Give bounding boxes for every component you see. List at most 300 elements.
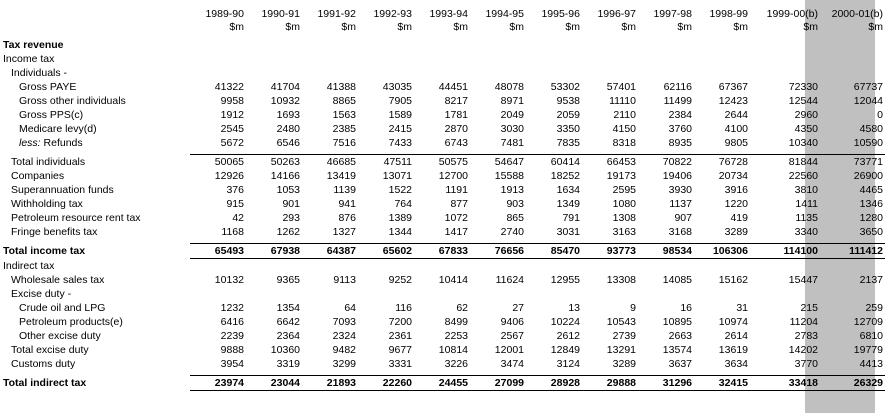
value-cell: 2384: [668, 109, 692, 121]
value-cell: 65602: [358, 244, 414, 259]
value-cell: 19406: [662, 170, 692, 182]
value-cell: [638, 287, 694, 301]
value-cell: 1262: [276, 226, 300, 238]
row-label: [0, 155, 190, 170]
value-cell: 64387: [302, 244, 358, 259]
value-cell: 67737: [853, 81, 883, 93]
column-header-year: 1994-95: [485, 8, 524, 20]
value-cell: [414, 287, 470, 301]
value-cell: 3299: [332, 358, 356, 370]
value-cell: 1349: [556, 198, 580, 210]
value-cell: [582, 259, 638, 274]
table-header: [0, 8, 885, 38]
value-cell: [414, 259, 470, 274]
value-cell: 915: [226, 198, 244, 210]
row-label-text: Companies: [11, 170, 65, 182]
value-cell: 12709: [853, 316, 883, 328]
value-cell: 12926: [214, 170, 244, 182]
value-cell: 41704: [270, 81, 300, 93]
value-cell: 22260: [358, 376, 414, 391]
value-cell: 33418: [750, 376, 820, 391]
value-cell: 12544: [788, 95, 818, 107]
value-cell: 24455: [414, 376, 470, 391]
value-cell: [302, 287, 358, 301]
value-cell: 1522: [388, 184, 412, 196]
table-row: [0, 376, 885, 391]
value-cell: 8935: [668, 137, 692, 149]
row-label-text: Excise duty -: [11, 288, 72, 300]
table-row: [0, 211, 885, 225]
row-label-prefix: less:: [19, 137, 41, 149]
value-cell: 50263: [246, 155, 302, 170]
row-label-text: Individuals -: [11, 67, 68, 79]
value-cell: 11499: [663, 95, 692, 107]
value-cell: 28928: [526, 376, 582, 391]
table-row: [0, 244, 885, 259]
value-cell: 2612: [556, 330, 580, 342]
value-cell: 4150: [612, 123, 636, 135]
value-cell: 85470: [526, 244, 582, 259]
value-cell: 1191: [445, 184, 468, 196]
value-cell: 376: [226, 184, 244, 196]
column-header-year: 1990-91: [261, 8, 300, 20]
value-cell: 76656: [470, 244, 526, 259]
value-cell: 3030: [500, 123, 524, 135]
value-cell: 2049: [500, 109, 524, 121]
value-cell: [694, 66, 750, 80]
table-body: [0, 38, 885, 391]
value-cell: [820, 38, 885, 52]
value-cell: [470, 259, 526, 274]
value-cell: [526, 52, 582, 66]
column-header-unit: $m: [733, 21, 748, 33]
value-cell: 15447: [788, 274, 818, 286]
value-cell: 3650: [859, 226, 883, 238]
table-row: [0, 225, 885, 239]
value-cell: 10895: [662, 316, 692, 328]
value-cell: 67833: [414, 244, 470, 259]
value-cell: [694, 38, 750, 52]
table-row: [0, 315, 885, 329]
value-cell: 2385: [332, 123, 356, 135]
value-cell: 7905: [388, 95, 412, 107]
value-cell: [414, 52, 470, 66]
value-cell: 14202: [788, 344, 818, 356]
value-cell: [470, 66, 526, 80]
value-cell: 3350: [556, 123, 580, 135]
value-cell: 1232: [220, 302, 244, 314]
row-label: [0, 80, 190, 94]
value-cell: 1346: [859, 198, 883, 210]
column-header-year: 1991-92: [317, 8, 356, 20]
value-cell: 7516: [332, 137, 356, 149]
value-cell: 1080: [612, 198, 636, 210]
value-cell: 93773: [582, 244, 638, 259]
value-cell: 9958: [220, 95, 244, 107]
value-cell: [190, 52, 246, 66]
value-cell: 47511: [358, 155, 414, 170]
value-cell: 1308: [612, 212, 636, 224]
value-cell: 73771: [820, 155, 885, 170]
value-cell: [638, 52, 694, 66]
value-cell: 3124: [556, 358, 580, 370]
table-row: [0, 94, 885, 108]
value-cell: [526, 38, 582, 52]
column-header-unit: $m: [868, 21, 883, 33]
value-cell: 18252: [550, 170, 580, 182]
value-cell: 12849: [550, 344, 580, 356]
column-header-year: 1999-00(b): [766, 8, 818, 20]
value-cell: 10414: [438, 274, 468, 286]
value-cell: 23044: [246, 376, 302, 391]
value-cell: 13071: [382, 170, 412, 182]
value-cell: 70822: [638, 155, 694, 170]
value-cell: 19173: [606, 170, 636, 182]
value-cell: 1139: [333, 184, 356, 196]
tax-revenue-table: [0, 8, 885, 391]
row-label: [0, 259, 190, 274]
value-cell: 31: [736, 302, 748, 314]
value-cell: 2960: [794, 109, 818, 121]
value-cell: 32415: [694, 376, 750, 391]
value-cell: [582, 66, 638, 80]
value-cell: 2253: [444, 330, 468, 342]
table-row: [0, 329, 885, 343]
value-cell: 10932: [270, 95, 300, 107]
header-years-row: [0, 8, 885, 21]
value-cell: 865: [506, 212, 524, 224]
value-cell: 6743: [444, 137, 468, 149]
value-cell: 1344: [388, 226, 412, 238]
value-cell: 8971: [500, 95, 524, 107]
value-cell: 2663: [668, 330, 692, 342]
table-row: [0, 273, 885, 287]
value-cell: 14166: [270, 170, 300, 182]
value-cell: 50575: [414, 155, 470, 170]
row-label-text: Total excise duty: [11, 344, 89, 356]
value-cell: [750, 259, 820, 274]
table-row: [0, 183, 885, 197]
value-cell: 10974: [718, 316, 748, 328]
value-cell: [358, 259, 414, 274]
value-cell: 57401: [606, 81, 636, 93]
value-cell: 9677: [388, 344, 412, 356]
value-cell: 3637: [668, 358, 692, 370]
value-cell: [246, 66, 302, 80]
value-cell: [582, 52, 638, 66]
value-cell: 3031: [556, 226, 580, 238]
value-cell: 3168: [668, 226, 692, 238]
value-cell: 3760: [668, 123, 692, 135]
row-label-text: Fringe benefits tax: [11, 226, 98, 238]
value-cell: 23974: [190, 376, 246, 391]
value-cell: [694, 287, 750, 301]
value-cell: 41322: [214, 81, 244, 93]
value-cell: 12700: [438, 170, 468, 182]
value-cell: 7433: [388, 137, 412, 149]
table-row: [0, 357, 885, 371]
value-cell: 64: [344, 302, 356, 314]
value-cell: 53302: [550, 81, 580, 93]
value-cell: 3340: [794, 226, 818, 238]
value-cell: 22560: [788, 170, 818, 182]
value-cell: 5672: [220, 137, 244, 149]
value-cell: 13574: [662, 344, 692, 356]
value-cell: 3634: [724, 358, 748, 370]
column-header-year: 1989-90: [205, 8, 244, 20]
value-cell: [750, 66, 820, 80]
value-cell: 13: [568, 302, 580, 314]
value-cell: [582, 38, 638, 52]
row-label-text: Income tax: [3, 53, 55, 65]
header-units-row: [0, 21, 885, 34]
value-cell: [190, 287, 246, 301]
value-cell: 9: [630, 302, 636, 314]
row-label-text: Total individuals: [11, 155, 86, 168]
value-cell: 65493: [190, 244, 246, 259]
value-cell: 46685: [302, 155, 358, 170]
value-cell: 50065: [190, 155, 246, 170]
row-label-text: Crude oil and LPG: [19, 302, 106, 314]
value-cell: [526, 287, 582, 301]
value-cell: 1693: [276, 109, 300, 121]
value-cell: 1220: [724, 198, 748, 210]
value-cell: 67367: [718, 81, 748, 93]
value-cell: 2137: [859, 274, 883, 286]
value-cell: 15588: [494, 170, 524, 182]
table-row: [0, 287, 885, 301]
table-row: [0, 301, 885, 315]
value-cell: 1563: [332, 109, 356, 121]
value-cell: 9252: [388, 274, 412, 286]
value-cell: [358, 66, 414, 80]
value-cell: [582, 287, 638, 301]
table-row: [0, 169, 885, 183]
row-label-text: Medicare levy(d): [19, 123, 97, 135]
value-cell: 4465: [859, 184, 883, 196]
value-cell: 215: [800, 302, 818, 314]
row-label: [0, 273, 190, 287]
value-cell: 1327: [332, 226, 356, 238]
value-cell: 3916: [724, 184, 748, 196]
value-cell: 1781: [444, 109, 468, 121]
value-cell: 3810: [794, 184, 818, 196]
table-row: [0, 52, 885, 66]
row-label-text: Total income tax: [3, 245, 86, 257]
row-label-text: Gross other individuals: [19, 95, 126, 107]
value-cell: 3331: [388, 358, 412, 370]
value-cell: 14085: [662, 274, 692, 286]
value-cell: 11204: [789, 316, 818, 328]
value-cell: 3289: [612, 358, 636, 370]
value-cell: 19779: [853, 344, 883, 356]
row-label-text: Gross PPS(c): [19, 109, 84, 121]
value-cell: 1135: [795, 212, 818, 224]
value-cell: 941: [338, 198, 356, 210]
value-cell: 2783: [794, 330, 818, 342]
value-cell: [750, 38, 820, 52]
table-row: [0, 136, 885, 150]
value-cell: 62116: [663, 81, 692, 93]
column-header-unit: $m: [621, 21, 636, 33]
value-cell: [358, 38, 414, 52]
row-label: [0, 287, 190, 301]
value-cell: 21893: [302, 376, 358, 391]
value-cell: [694, 52, 750, 66]
value-cell: 2644: [724, 109, 748, 121]
row-label: [0, 183, 190, 197]
value-cell: 67938: [246, 244, 302, 259]
value-cell: 6810: [859, 330, 883, 342]
value-cell: [246, 259, 302, 274]
value-cell: 111412: [820, 244, 885, 259]
value-cell: 1168: [221, 226, 244, 238]
value-cell: 98534: [638, 244, 694, 259]
value-cell: [526, 66, 582, 80]
value-cell: 3954: [220, 358, 244, 370]
value-cell: 3163: [612, 226, 636, 238]
value-cell: 9888: [220, 344, 244, 356]
row-label-text: Gross PAYE: [19, 81, 77, 93]
value-cell: 6546: [276, 137, 300, 149]
value-cell: [638, 66, 694, 80]
column-header-unit: $m: [509, 21, 524, 33]
row-label-text: Customs duty: [11, 358, 76, 370]
table-row: [0, 259, 885, 274]
row-label: [0, 376, 190, 391]
row-label: [0, 211, 190, 225]
row-label: [0, 329, 190, 343]
value-cell: 10224: [550, 316, 580, 328]
value-cell: 9538: [556, 95, 580, 107]
value-cell: [638, 259, 694, 274]
row-label: [0, 197, 190, 211]
column-header-year: 1998-99: [709, 8, 748, 20]
value-cell: 8217: [444, 95, 468, 107]
value-cell: 7481: [500, 137, 524, 149]
value-cell: 8318: [612, 137, 636, 149]
value-cell: 3226: [444, 358, 468, 370]
value-cell: 6642: [276, 316, 300, 328]
value-cell: 1913: [500, 184, 524, 196]
value-cell: 1411: [795, 198, 818, 210]
column-header-unit: $m: [397, 21, 412, 33]
row-label-text: Refunds: [43, 137, 83, 149]
table-row: [0, 108, 885, 122]
column-header-year: 2000-01(b): [831, 8, 883, 20]
value-cell: 9365: [276, 274, 300, 286]
value-cell: [302, 52, 358, 66]
value-cell: 419: [730, 212, 748, 224]
value-cell: 41388: [326, 81, 356, 93]
row-label: [0, 169, 190, 183]
value-cell: 7093: [332, 316, 356, 328]
value-cell: 11624: [495, 274, 524, 286]
value-cell: [820, 52, 885, 66]
value-cell: 16: [680, 302, 692, 314]
row-label: [0, 225, 190, 239]
value-cell: [526, 259, 582, 274]
value-cell: [820, 259, 885, 274]
value-cell: 2059: [556, 109, 580, 121]
value-cell: 9406: [500, 316, 524, 328]
table-row: [0, 66, 885, 80]
table-row: [0, 197, 885, 211]
value-cell: 12001: [494, 344, 524, 356]
column-header-year: 1993-94: [429, 8, 468, 20]
row-label-text: Total indirect tax: [3, 377, 87, 389]
value-cell: 4350: [794, 123, 818, 135]
value-cell: 27099: [470, 376, 526, 391]
value-cell: 66453: [582, 155, 638, 170]
value-cell: 4580: [859, 123, 883, 135]
value-cell: 44451: [438, 81, 468, 93]
value-cell: 1589: [388, 109, 412, 121]
value-cell: 11110: [609, 95, 636, 107]
value-cell: [358, 287, 414, 301]
value-cell: 42: [232, 212, 244, 224]
value-cell: 15162: [718, 274, 748, 286]
row-label: [0, 301, 190, 315]
value-cell: 10340: [788, 137, 818, 149]
value-cell: 9482: [332, 344, 356, 356]
value-cell: 1912: [220, 109, 244, 121]
row-label-text: Petroleum products(e): [19, 316, 123, 328]
value-cell: 2361: [388, 330, 412, 342]
value-cell: [246, 52, 302, 66]
value-cell: 12955: [550, 274, 580, 286]
value-cell: [470, 287, 526, 301]
value-cell: 2567: [500, 330, 524, 342]
value-cell: [190, 38, 246, 52]
table-row: [0, 38, 885, 52]
value-cell: 903: [506, 198, 524, 210]
value-cell: 43035: [382, 81, 412, 93]
value-cell: 10590: [853, 137, 883, 149]
row-label: [0, 357, 190, 371]
value-cell: 106306: [694, 244, 750, 259]
value-cell: 901: [282, 198, 300, 210]
value-cell: 12423: [718, 95, 748, 107]
value-cell: 1072: [444, 212, 468, 224]
column-header-year: 1996-97: [597, 8, 636, 20]
column-header-unit: $m: [229, 21, 244, 33]
value-cell: [302, 66, 358, 80]
value-cell: 8499: [444, 316, 468, 328]
row-label: [0, 343, 190, 357]
value-cell: [470, 52, 526, 66]
value-cell: 2545: [220, 123, 244, 135]
value-cell: 1389: [388, 212, 412, 224]
value-cell: 29888: [582, 376, 638, 391]
row-label-text: Tax revenue: [3, 39, 64, 51]
value-cell: [358, 52, 414, 66]
value-cell: 76728: [694, 155, 750, 170]
value-cell: [638, 38, 694, 52]
value-cell: [470, 38, 526, 52]
value-cell: 27: [512, 302, 524, 314]
header-corner: [0, 8, 190, 21]
value-cell: 13291: [606, 344, 636, 356]
value-cell: 2480: [276, 123, 300, 135]
value-cell: [820, 287, 885, 301]
value-cell: 791: [562, 212, 580, 224]
value-cell: 3474: [500, 358, 524, 370]
value-cell: 81844: [750, 155, 820, 170]
row-label-text: Wholesale sales tax: [11, 274, 105, 286]
row-label: [0, 38, 190, 52]
value-cell: 877: [450, 198, 468, 210]
